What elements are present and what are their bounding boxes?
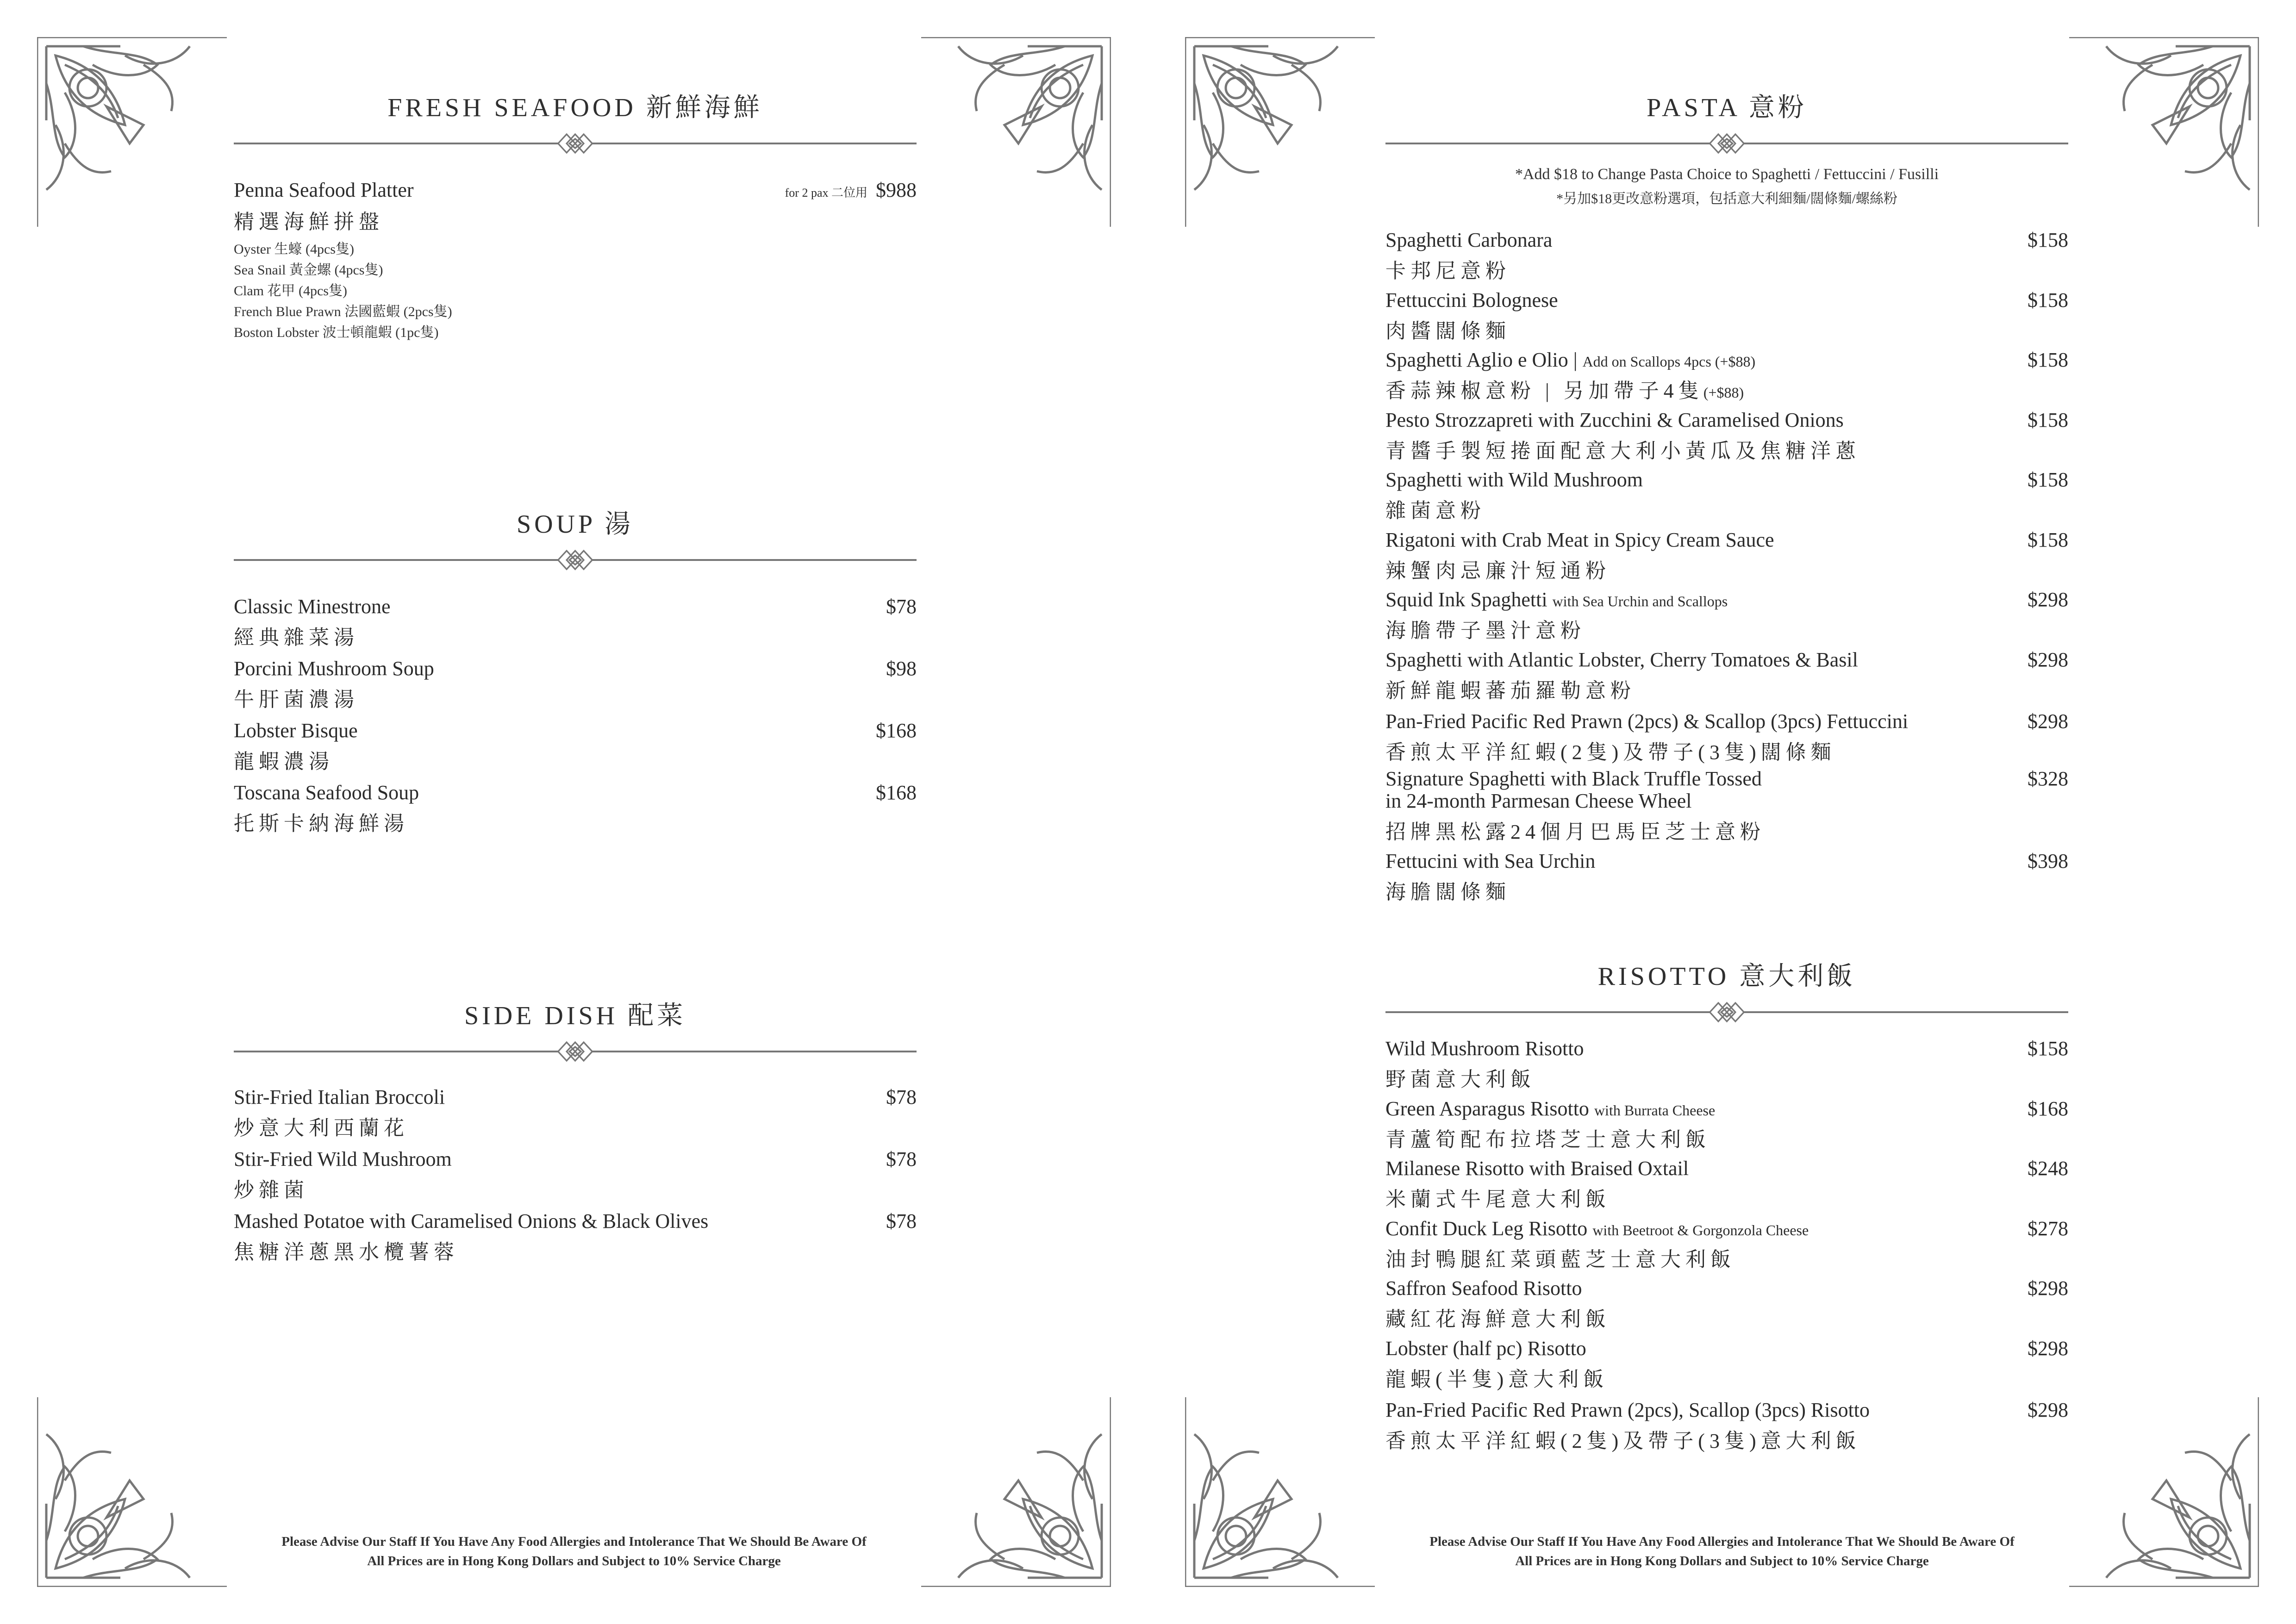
item-name-en: Lobster Bisque (234, 719, 358, 742)
item-name-en-main: Pan-Fried Pacific Red Prawn (2pcs) & Scallop (3pcs) Fettuccini (1385, 710, 1909, 733)
section-title: FRESH SEAFOOD 新鮮海鮮 (387, 93, 763, 122)
item-name-en (1385, 1037, 1584, 1060)
item-name-en-main: Green Asparagus Risotto (1385, 1097, 1594, 1120)
item-name-en (1385, 468, 1643, 492)
corner-ornament-icon (921, 37, 1111, 227)
item-name-zh-main: 卡邦尼意粉 (1385, 260, 1510, 282)
risotto-section (1385, 951, 2068, 1044)
item-name-en-main: Lobster (half pc) Risotto (1385, 1337, 1586, 1360)
item-name-en: Toscana Seafood Soup (234, 781, 419, 804)
item-name-zh: 龍蝦濃湯 (234, 750, 334, 773)
item-name-zh-main: 新鮮龍蝦蕃茄羅勒意粉 (1385, 679, 1635, 702)
item-price: $298 (2028, 1337, 2068, 1360)
item-name-zh: 托斯卡納海鮮湯 (234, 812, 409, 835)
divider-ornament-icon (234, 130, 917, 157)
item-name-zh (1385, 1182, 1610, 1212)
fresh-seafood-section (234, 79, 917, 356)
item-name-en-main: Squid Ink Spaghetti (1385, 588, 1553, 611)
item-price: $398 (2028, 850, 2068, 872)
item-name-zh (1385, 815, 1765, 845)
item-name-en-line2: in 24-month Parmesan Cheese Wheel (1385, 790, 1692, 812)
item-price: $328 (2028, 767, 2068, 790)
item-name-zh-main: 青蘆筍配布拉塔芝士意大利飯 (1385, 1128, 1710, 1151)
item-price: $78 (886, 1210, 917, 1232)
item-name-zh (1385, 434, 1860, 464)
pasta-change-note-zh: *另加$18更改意粉選項，包括意大利細麵/闊條麵/螺絲粉 (1556, 191, 1897, 206)
item-name-en-main: Pesto Strozzapreti with Zucchini & Caramelised Onions (1385, 409, 1844, 431)
item-name-zh-main: 野菌意大利飯 (1385, 1068, 1535, 1091)
item-name-en-main: Signature Spaghetti with Black Truffle Tossed (1385, 767, 1762, 790)
item-price: $298 (2028, 710, 2068, 733)
item-name-en-main: Saffron Seafood Risotto (1385, 1277, 1582, 1300)
item-price: $158 (2028, 468, 2068, 491)
item-price: $278 (2028, 1217, 2068, 1240)
item-name-zh-main: 香煎太平洋紅蝦(2隻)及帶子(3隻)意大利飯 (1385, 1430, 1861, 1452)
item-name-en: Porcini Mushroom Soup (234, 657, 434, 680)
item-name-en-detail: with Sea Urchin and Scallops (1552, 593, 1728, 610)
item-name-en-main: Wild Mushroom Risotto (1385, 1037, 1584, 1060)
service-charge-note: All Prices are in Hong Kong Dollars and Subject to 10% Service Charge (1515, 1554, 1929, 1568)
item-name-en-detail: with Burrata Cheese (1594, 1102, 1716, 1119)
item-name-en (1385, 709, 1908, 733)
item-name-zh (1385, 554, 1610, 584)
corner-ornament-icon (1185, 1397, 1375, 1587)
section-title: SOUP 湯 (516, 510, 634, 539)
platter-content: Boston Lobster 波士頓龍蝦 (1pc隻) (234, 325, 439, 340)
item-name-zh-main: 招牌黑松露24個月巴馬臣芝士意粉 (1385, 821, 1765, 843)
item-name-zh-main: 辣蟹肉忌廉汁短通粉 (1385, 560, 1610, 582)
corner-ornament-icon (2069, 37, 2259, 227)
item-name-zh (1385, 494, 1485, 523)
item-price: $298 (2028, 1399, 2068, 1421)
serving-note: for 2 pax 二位用 (785, 186, 867, 199)
item-name-zh (1385, 735, 1836, 765)
divider-ornament-icon (234, 546, 917, 574)
item-price: $168 (876, 719, 917, 742)
item-price: $158 (2028, 229, 2068, 251)
item-name-en (1385, 228, 1552, 252)
item-name-en (1385, 288, 1558, 312)
item-price: $298 (2028, 588, 2068, 611)
item-name-zh (1385, 875, 1510, 905)
side-dish-section (234, 990, 917, 1277)
item-name-en (1385, 1217, 1809, 1240)
item-price: $168 (2028, 1097, 2068, 1120)
item-name-zh-detail: (+$88) (1703, 384, 1744, 401)
item-name-zh (1385, 1243, 1735, 1272)
section-title: RISOTTO 意大利飯 (1597, 962, 1856, 991)
item-name-en-main: Fettucini with Sea Urchin (1385, 850, 1596, 872)
item-name-zh: 焦糖洋蔥黑水欖薯蓉 (234, 1241, 459, 1263)
item-name-en-main: Confit Duck Leg Risotto (1385, 1217, 1593, 1240)
item-name-zh: 炒意大利西蘭花 (234, 1117, 409, 1139)
item-price: $158 (2028, 529, 2068, 551)
item-name-zh-main: 海膽闊條麵 (1385, 881, 1510, 903)
section-title: PASTA 意粉 (1647, 93, 1807, 122)
item-name-zh-main: 油封鴨腿紅菜頭藍芝士意大利飯 (1385, 1248, 1735, 1271)
item-name-zh (1385, 314, 1510, 344)
corner-ornament-icon (921, 1397, 1111, 1587)
footer-note (222, 1532, 926, 1571)
item-price: $98 (886, 657, 917, 680)
item-name-en: Stir-Fried Wild Mushroom (234, 1148, 452, 1170)
item-name-zh-main: 肉醬闊條麵 (1385, 320, 1510, 342)
item-price (785, 178, 917, 202)
item-price: $298 (2028, 1277, 2068, 1300)
item-name-en (1385, 1097, 1715, 1120)
item-price: $158 (2028, 1037, 2068, 1060)
allergy-note: Please Advise Our Staff If You Have Any Food Allergies and Intolerance That We Should Be Aware Of (281, 1534, 867, 1549)
item-price: $168 (876, 781, 917, 804)
footer-note (1370, 1532, 2074, 1571)
item-name-zh (1385, 1063, 1535, 1092)
item-name-en-main: Spaghetti with Atlantic Lobster, Cherry Tomatoes & Basil (1385, 648, 1858, 671)
soup-section (234, 495, 917, 847)
platter-content: Clam 花甲 (4pcs隻) (234, 283, 347, 299)
item-name-en (1385, 1398, 1870, 1422)
item-name-en (1385, 348, 1755, 372)
item-name-en-main: Milanese Risotto with Braised Oxtail (1385, 1157, 1689, 1180)
item-name-en-main: Pan-Fried Pacific Red Prawn (2pcs), Scallop (3pcs) Risotto (1385, 1399, 1870, 1421)
item-name-en (1385, 1276, 1582, 1300)
divider-ornament-icon (1385, 998, 2068, 1026)
item-name-en-main: Spaghetti Carbonara (1385, 229, 1553, 251)
item-price: $78 (886, 595, 917, 618)
item-name-zh: 經典雜菜湯 (234, 626, 359, 649)
right-menu-page (1148, 0, 2296, 1624)
item-name-en (1385, 408, 1844, 432)
corner-ornament-icon (37, 1397, 227, 1587)
item-name-en: Classic Minestrone (234, 595, 391, 618)
item-name-en-detail: with Beetroot & Gorgonzola Cheese (1592, 1222, 1809, 1238)
item-name-en (1385, 588, 1728, 611)
item-price: $158 (2028, 348, 2068, 371)
item-price-value: $988 (876, 179, 917, 201)
item-name-zh: 牛肝菌濃湯 (234, 688, 359, 711)
divider-ornament-icon (1385, 130, 2068, 157)
item-name-en (1385, 767, 1762, 790)
item-name-en: Stir-Fried Italian Broccoli (234, 1086, 445, 1108)
item-price: $78 (886, 1148, 917, 1170)
platter-content: Oyster 生蠔 (4pcs隻) (234, 242, 354, 257)
item-name-en (1385, 648, 1858, 672)
platter-content: Sea Snail 黃金螺 (4pcs隻) (234, 262, 383, 278)
corner-ornament-icon (2069, 1397, 2259, 1587)
item-name-zh (1385, 1424, 1861, 1454)
item-name-zh-main: 藏紅花海鮮意大利飯 (1385, 1308, 1610, 1331)
allergy-note: Please Advise Our Staff If You Have Any Food Allergies and Intolerance That We Should Be Aware Of (1429, 1534, 2015, 1549)
item-name-en-main: Spaghetti with Wild Mushroom (1385, 468, 1643, 491)
item-price: $158 (2028, 289, 2068, 311)
item-name-zh-main: 青醬手製短捲面配意大利小黃瓜及焦糖洋蔥 (1385, 440, 1860, 462)
item-name-en-main: Rigatoni with Crab Meat in Spicy Cream Sauce (1385, 529, 1774, 551)
service-charge-note: All Prices are in Hong Kong Dollars and Subject to 10% Service Charge (367, 1554, 781, 1568)
item-price: $248 (2028, 1157, 2068, 1180)
item-name-zh-main: 海膽帶子墨汁意粉 (1385, 619, 1585, 642)
item-name-en-detail: Add on Scallops 4pcs (+$88) (1582, 353, 1756, 370)
item-name-zh (1385, 1302, 1610, 1332)
item-name-en-main: Spaghetti Aglio e Olio | (1385, 348, 1583, 371)
item-name-zh-main: 香煎太平洋紅蝦(2隻)及帶子(3隻)闊條麵 (1385, 741, 1836, 764)
item-name-zh (1385, 254, 1510, 284)
item-name-zh-main: 龍蝦(半隻)意大利飯 (1385, 1368, 1609, 1391)
item-name-zh: 精選海鮮拼盤 (234, 211, 384, 233)
item-name-en (1385, 1337, 1586, 1360)
item-name-zh (1385, 1123, 1710, 1152)
item-name-en: Mashed Potatoe with Caramelised Onions & Black Olives (234, 1210, 709, 1232)
pasta-change-note: *Add $18 to Change Pasta Choice to Spaghetti / Fettuccini / Fusilli (1515, 166, 1939, 183)
item-name-zh-main: 雜菌意粉 (1385, 499, 1485, 522)
item-price: $298 (2028, 648, 2068, 671)
item-name-en: Penna Seafood Platter (234, 179, 414, 201)
item-name-en (1385, 528, 1774, 552)
item-name-zh-main: 香蒜辣椒意粉 | 另加帶子4隻 (1385, 380, 1703, 402)
item-name-zh (1385, 614, 1585, 643)
corner-ornament-icon (1185, 37, 1375, 227)
item-name-zh (1385, 374, 1744, 404)
item-name-zh (1385, 674, 1635, 703)
platter-content: French Blue Prawn 法國藍蝦 (2pcs隻) (234, 304, 452, 319)
item-name-zh (1385, 1363, 1608, 1392)
item-price: $158 (2028, 409, 2068, 431)
item-name-en (1385, 1157, 1689, 1180)
item-name-zh-main: 米蘭式牛尾意大利飯 (1385, 1188, 1610, 1211)
item-price: $78 (886, 1086, 917, 1108)
divider-ornament-icon (234, 1038, 917, 1065)
item-name-en (1385, 849, 1595, 873)
section-title: SIDE DISH 配菜 (464, 1002, 686, 1030)
item-name-zh: 炒雜菌 (234, 1179, 309, 1201)
corner-ornament-icon (37, 37, 227, 227)
item-name-en-main: Fettuccini Bolognese (1385, 289, 1558, 311)
